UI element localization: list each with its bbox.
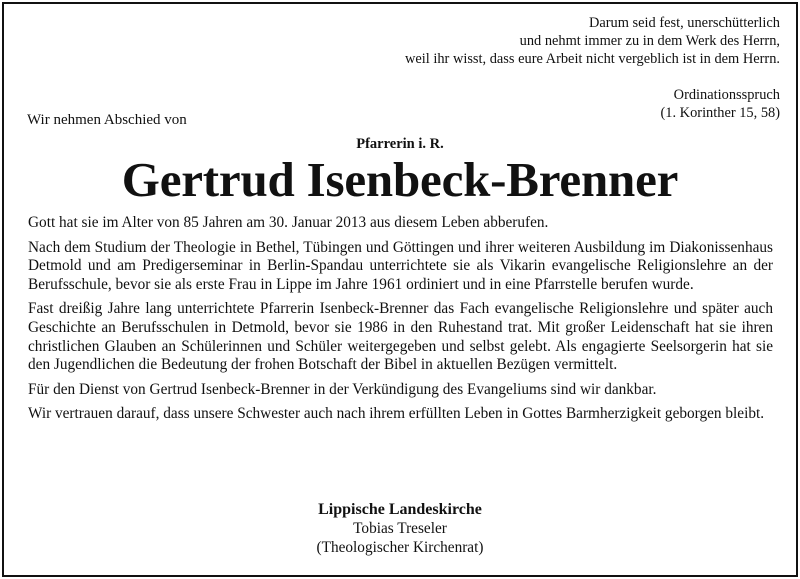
paragraph: Nach dem Studium der Theologie in Bethel, Tübingen und Göttingen und ihrer weiteren Ausbildung im Diakonissenhaus Detmold und am Predigerseminar in Berlin-Spandau unterrichtete sie als Vikarin evangelische Religionslehre an der Berufsschule, bevor sie als erste Frau in Lippe im Jahre 1961 ordiniert und in eine Pfarrstelle berufen wurde.	[28, 238, 773, 293]
farewell-intro: Wir nehmen Abschied von	[27, 112, 187, 128]
ordination-verse	[220, 14, 780, 122]
verse-line: Darum seid fest, unerschütterlich	[588, 15, 780, 31]
paragraph: Wir vertrauen darauf, dass unsere Schwester auch nach ihrem erfüllten Leben in Gottes Barmherzigkeit geborgen bleibt.	[28, 405, 765, 423]
signature-organization: Lippische Landeskirche	[318, 501, 482, 518]
verse-label: Ordinationsspruch	[673, 87, 780, 103]
paragraph: Für den Dienst von Gertrud Isenbeck-Brenner in der Verkündigung des Evangeliums sind wir dankbar.	[28, 380, 657, 398]
verse-spacer	[220, 68, 780, 86]
signature-block	[0, 500, 800, 557]
signature-title: (Theologischer Kirchenrat)	[316, 539, 484, 556]
verse-line: weil ihr wisst, dass eure Arbeit nicht vergeblich ist in dem Herrn.	[404, 51, 780, 67]
deceased-name: Gertrud Isenbeck-Brenner	[121, 152, 679, 207]
paragraph: Gott hat sie im Alter von 85 Jahren am 30. Januar 2013 aus diesem Leben abberufen.	[28, 214, 549, 231]
deceased-rank: Pfarrerin i. R.	[356, 136, 444, 152]
verse-reference: (1. Korinther 15, 58)	[660, 105, 780, 121]
obituary-body	[28, 214, 773, 430]
verse-line: und nehmt immer zu in dem Werk des Herrn,	[519, 33, 780, 49]
signature-person: Tobias Treseler	[353, 520, 447, 537]
paragraph: Fast dreißig Jahre lang unterrichtete Pfarrerin Isenbeck-Brenner das Fach evangelische Religionslehre und später auch Geschichte an Berufsschulen in Detmold, bevor sie 1986 in den Ruhestand trat. Mit großer Leidenschaft hat sie ihren christlichen Glauben an Schülerinnen und Schüler weitergegeben und selbst gelebt. Als engagierte Seelsorgerin hat sie den Jugendlichen die Bedeutung der frohen Botschaft der Bibel in aktuellen Bezügen vermittelt.	[28, 300, 773, 374]
